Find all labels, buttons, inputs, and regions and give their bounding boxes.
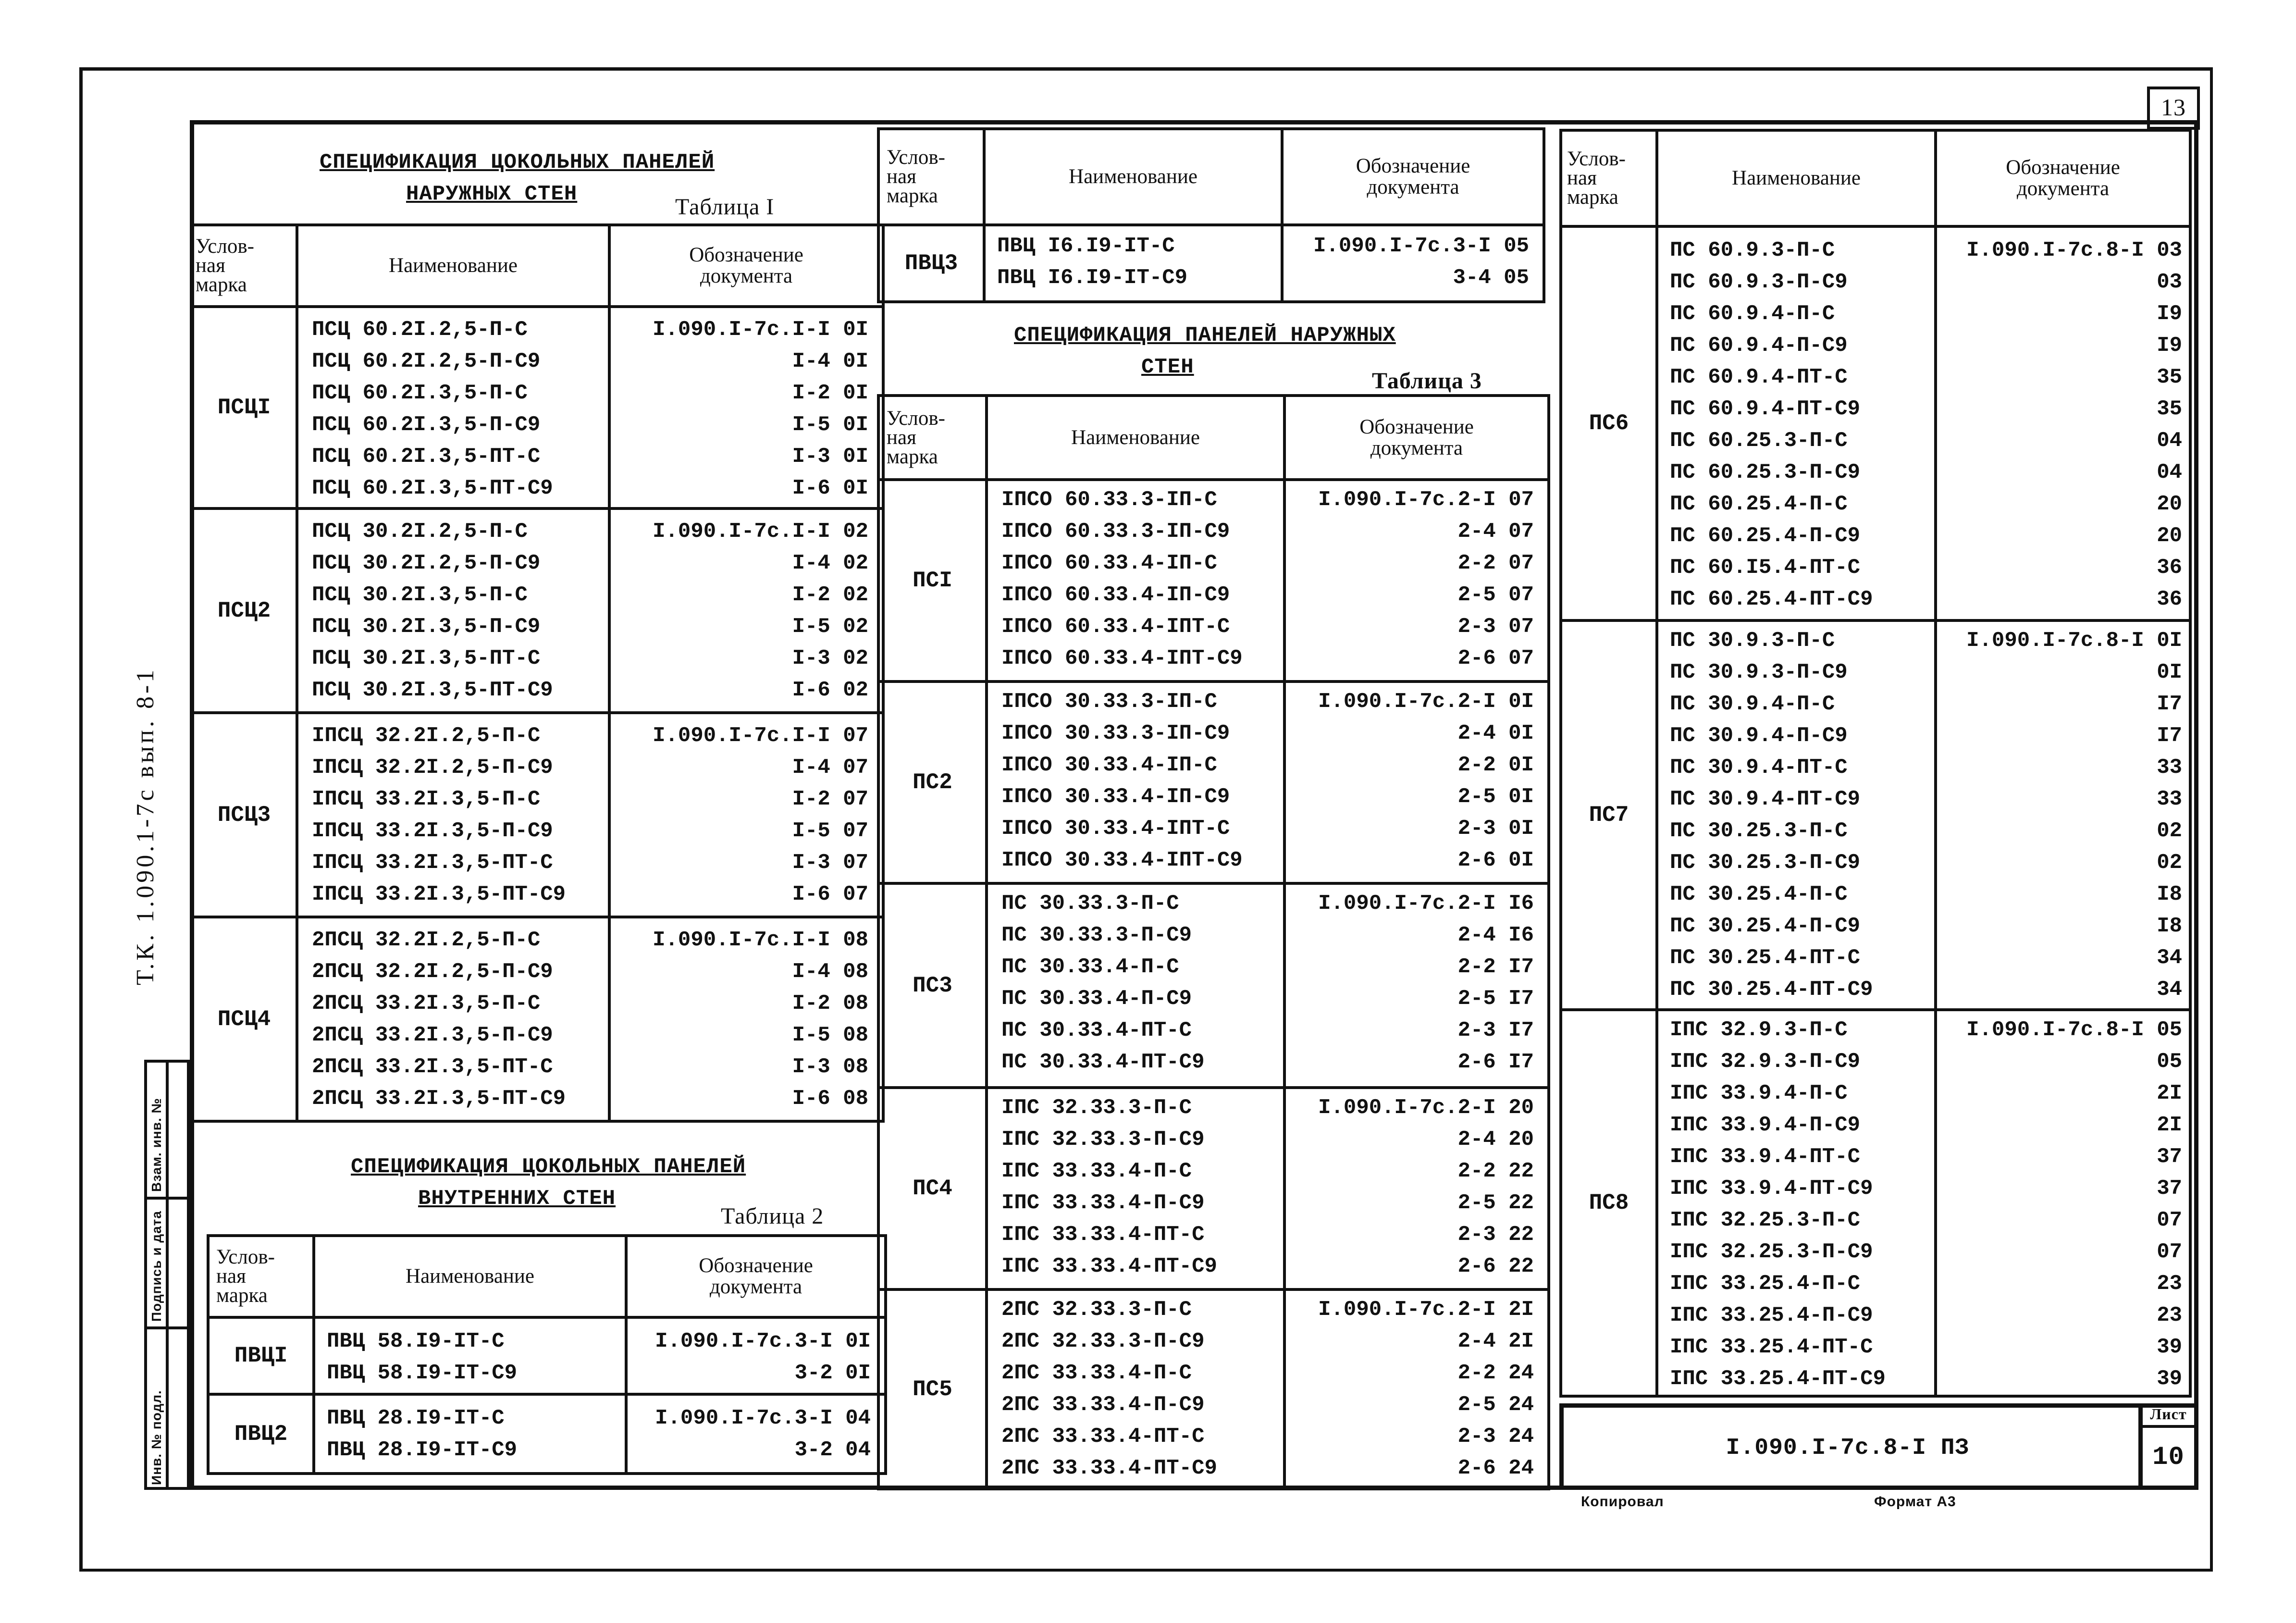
t3-g8-docs bbox=[1936, 1010, 2190, 1396]
t3-g4-doc-3: 2-5 22 bbox=[1457, 1191, 1534, 1215]
t3-g2-doc-5: 2-6 0I bbox=[1457, 848, 1534, 872]
table1 bbox=[190, 223, 885, 1123]
t1-g4-name-4: 2ПСЦ 33.2I.3,5-ПТ-С bbox=[312, 1055, 553, 1079]
t3-g8-name-1: IПС 32.9.3-П-С9 bbox=[1670, 1050, 1861, 1074]
t1-header-doc-text: Обозначение документа bbox=[689, 244, 803, 287]
t3-g8-doc-1: 05 bbox=[2157, 1050, 2182, 1074]
table2-title-line1: СПЕЦИФИКАЦИЯ ЦОКОЛЬНЫХ ПАНЕЛЕЙ bbox=[351, 1155, 746, 1179]
t3-g7-name-9: ПС 30.25.4-П-С9 bbox=[1670, 914, 1861, 938]
t3-g5-doc-3: 2-5 24 bbox=[1457, 1393, 1534, 1417]
t1-g3-doc-5: I-6 07 bbox=[792, 882, 868, 906]
t3c-header-doc bbox=[1936, 130, 2190, 226]
t3-g7-name-0: ПС 30.9.3-П-С bbox=[1670, 629, 1835, 653]
title-block-designation: I.090.I-7c.8-I ПЗ bbox=[1726, 1435, 1970, 1461]
t3-g7-name-5: ПС 30.9.4-ПТ-С9 bbox=[1670, 787, 1861, 811]
t3-g2-doc-3: 2-5 0I bbox=[1457, 785, 1534, 809]
stamp-label-1-wrap bbox=[148, 1331, 167, 1485]
t3-g8-name-11: IПС 33.25.4-ПТ-С9 bbox=[1670, 1367, 1886, 1391]
t1-header-mark-text: Услов-ная марка bbox=[196, 235, 254, 296]
t1-g1-doc-0: I.090.I-7c.I-I 0I bbox=[653, 318, 868, 342]
t2-g2-doc-1: 3-2 04 bbox=[794, 1438, 871, 1462]
t3-g6-name-10: ПС 60.I5.4-ПТ-С bbox=[1670, 556, 1861, 580]
t3-g7-mark: ПС7 bbox=[1561, 620, 1657, 1010]
t3-g6-mark: ПС6 bbox=[1561, 226, 1657, 620]
t1-g2-name-3: ПСЦ 30.2I.3,5-П-С9 bbox=[312, 615, 541, 639]
t1-g2-docs bbox=[609, 508, 883, 713]
t3-g7-name-11: ПС 30.25.4-ПТ-С9 bbox=[1670, 978, 1873, 1002]
t3-g1-name-2: IПСО 60.33.4-IП-С bbox=[1001, 551, 1217, 575]
t3-g1-doc-1: 2-4 07 bbox=[1457, 520, 1534, 544]
t3-g6-docs bbox=[1936, 226, 2190, 620]
t3-g2-name-2: IПСО 30.33.4-IП-С bbox=[1001, 753, 1217, 777]
t1-g2-name-2: ПСЦ 30.2I.3,5-П-С bbox=[312, 583, 528, 607]
t3-g8-mark: ПС8 bbox=[1561, 1010, 1657, 1396]
t3-g3-doc-5: 2-6 I7 bbox=[1457, 1050, 1534, 1074]
t1-g4-doc-4: I-3 08 bbox=[792, 1055, 868, 1079]
t2-g3-name-0: ПВЦ I6.I9-IТ-С bbox=[997, 234, 1175, 258]
t3-header-doc-text: Обозначение документа bbox=[1359, 415, 1474, 459]
t3-g2-docs bbox=[1284, 681, 1549, 883]
t3-g1-doc-5: 2-6 07 bbox=[1457, 646, 1534, 670]
t3-g7-name-2: ПС 30.9.4-П-С bbox=[1670, 692, 1835, 716]
t1-g1-name-4: ПСЦ 60.2I.3,5-ПТ-С bbox=[312, 445, 541, 469]
t3-g1-doc-4: 2-3 07 bbox=[1457, 615, 1534, 639]
t3-g6-doc-9: 20 bbox=[2157, 524, 2182, 548]
t3-g3-name-2: ПС 30.33.4-П-С bbox=[1001, 955, 1179, 979]
t3-g8-doc-10: 39 bbox=[2157, 1335, 2182, 1359]
t3-g8-name-8: IПС 33.25.4-П-С bbox=[1670, 1272, 1861, 1296]
t1-g1-name-1: ПСЦ 60.2I.2,5-П-С9 bbox=[312, 349, 541, 373]
t3-g6-name-2: ПС 60.9.4-П-С bbox=[1670, 302, 1835, 326]
stamp-label-1: Инв. № подл. bbox=[149, 1390, 164, 1485]
t3-g4-docs bbox=[1284, 1088, 1549, 1289]
t3-g1-names bbox=[987, 480, 1284, 681]
sheet-label: Лист bbox=[2150, 1405, 2187, 1423]
t3-g1-doc-2: 2-2 07 bbox=[1457, 551, 1534, 575]
t3-g4-name-5: IПС 33.33.4-ПТ-С9 bbox=[1001, 1254, 1217, 1278]
t3-g5-name-4: 2ПС 33.33.4-ПТ-С bbox=[1001, 1425, 1205, 1449]
t2-g1-name-1: ПВЦ 58.I9-IТ-С9 bbox=[327, 1361, 518, 1385]
t3-g8-doc-0: I.090.I-7c.8-I 05 bbox=[1966, 1018, 2182, 1042]
t1-g3-doc-3: I-5 07 bbox=[792, 819, 868, 843]
t3-g1-name-1: IПСО 60.33.3-IП-С9 bbox=[1001, 520, 1230, 544]
t3-header-name: Наименование bbox=[987, 396, 1284, 480]
stamp-strip-div1 bbox=[144, 1197, 190, 1200]
side-title-text: Т.К. 1.090.1-7с вып. 8-1 bbox=[132, 667, 159, 985]
t2-g1-names bbox=[314, 1317, 626, 1394]
t1-g2-mark: ПСЦ2 bbox=[191, 508, 297, 713]
t2c-header-name: Наименование bbox=[984, 129, 1282, 225]
t3-g1-name-4: IПСО 60.33.4-IПТ-С bbox=[1001, 615, 1230, 639]
t3-g3-name-3: ПС 30.33.4-П-С9 bbox=[1001, 987, 1192, 1011]
t3-g8-doc-2: 2I bbox=[2157, 1081, 2182, 1105]
t3-g2-name-3: IПСО 30.33.4-IП-С9 bbox=[1001, 785, 1230, 809]
t3-g6-doc-1: 03 bbox=[2157, 270, 2182, 294]
t3-g7-name-7: ПС 30.25.3-П-С9 bbox=[1670, 851, 1861, 875]
t1-g2-doc-1: I-4 02 bbox=[792, 551, 868, 575]
table2-continued bbox=[877, 127, 1545, 303]
t3-g2-doc-4: 2-3 0I bbox=[1457, 817, 1534, 841]
t2-g2-name-1: ПВЦ 28.I9-IТ-С9 bbox=[327, 1438, 518, 1462]
t3c-header-name: Наименование bbox=[1657, 130, 1936, 226]
t1-g1-name-0: ПСЦ 60.2I.2,5-П-С bbox=[312, 318, 528, 342]
t3-g3-docs bbox=[1284, 883, 1549, 1088]
t3-g7-doc-3: I7 bbox=[2157, 724, 2182, 748]
t3-g7-doc-9: I8 bbox=[2157, 914, 2182, 938]
t1-g3-name-5: IПСЦ 33.2I.3,5-ПТ-С9 bbox=[312, 882, 566, 906]
t3-g1-name-3: IПСО 60.33.4-IП-С9 bbox=[1001, 583, 1230, 607]
t3-g6-doc-3: I9 bbox=[2157, 334, 2182, 358]
t3-g6-doc-11: 36 bbox=[2157, 587, 2182, 611]
t1-g2-name-1: ПСЦ 30.2I.2,5-П-С9 bbox=[312, 551, 541, 575]
t3-g6-name-9: ПС 60.25.4-П-С9 bbox=[1670, 524, 1861, 548]
t3-g3-doc-2: 2-2 I7 bbox=[1457, 955, 1534, 979]
t1-g1-names bbox=[297, 307, 609, 508]
t2-header-doc-text: Обозначение документа bbox=[699, 1254, 813, 1298]
t1-g3-docs bbox=[609, 713, 883, 917]
t3-g4-doc-0: I.090.I-7c.2-I 20 bbox=[1318, 1096, 1534, 1120]
t2-g1-docs bbox=[626, 1317, 886, 1394]
t3-g6-name-11: ПС 60.25.4-ПТ-С9 bbox=[1670, 587, 1873, 611]
t3-g2-names bbox=[987, 681, 1284, 883]
t2-header-mark bbox=[208, 1236, 314, 1317]
t3-g7-name-3: ПС 30.9.4-П-С9 bbox=[1670, 724, 1848, 748]
t3-g2-mark: ПС2 bbox=[878, 681, 987, 883]
t3-g4-doc-5: 2-6 22 bbox=[1457, 1254, 1534, 1278]
copied-label: Копировал bbox=[1581, 1494, 1664, 1510]
table2 bbox=[207, 1234, 887, 1475]
t2-g3-doc-0: I.090.I-7c.3-I 05 bbox=[1313, 234, 1529, 258]
t3-header-mark bbox=[878, 396, 987, 480]
stamp-label-3: Взам. инв. № bbox=[149, 1098, 164, 1192]
t3-g2-doc-0: I.090.I-7c.2-I 0I bbox=[1318, 690, 1534, 714]
t3-g6-doc-5: 35 bbox=[2157, 397, 2182, 421]
t3-header-mark-text: Услов-ная марка bbox=[887, 407, 945, 468]
t3-g7-doc-0: I.090.I-7c.8-I 0I bbox=[1966, 629, 2182, 653]
t3-g5-doc-2: 2-2 24 bbox=[1457, 1361, 1534, 1385]
t2c-header-doc bbox=[1282, 129, 1544, 225]
t3-g3-doc-1: 2-4 I6 bbox=[1457, 923, 1534, 947]
t3-g1-doc-3: 2-5 07 bbox=[1457, 583, 1534, 607]
t1-g3-name-1: IПСЦ 32.2I.2,5-П-С9 bbox=[312, 756, 553, 780]
t3-g7-name-1: ПС 30.9.3-П-С9 bbox=[1670, 660, 1848, 684]
t3-g3-doc-3: 2-5 I7 bbox=[1457, 987, 1534, 1011]
t3-g8-doc-4: 37 bbox=[2157, 1145, 2182, 1169]
t3-g7-doc-6: 02 bbox=[2157, 819, 2182, 843]
t1-g1-doc-3: I-5 0I bbox=[792, 413, 868, 437]
t3-g6-doc-10: 36 bbox=[2157, 556, 2182, 580]
t3-g4-name-1: IПС 32.33.3-П-С9 bbox=[1001, 1127, 1205, 1152]
table2-title-line2: ВНУТРЕННИХ СТЕН bbox=[418, 1187, 616, 1211]
sheet-number: 10 bbox=[2152, 1443, 2185, 1472]
t2-g2-names bbox=[314, 1394, 626, 1474]
t3-g3-name-0: ПС 30.33.3-П-С bbox=[1001, 892, 1179, 916]
t3c-header-mark bbox=[1561, 130, 1657, 226]
t3-g8-doc-9: 23 bbox=[2157, 1303, 2182, 1327]
t3-g8-doc-7: 07 bbox=[2157, 1240, 2182, 1264]
t2-header-mark-text: Услов-ная марка bbox=[216, 1246, 275, 1307]
t1-g4-name-0: 2ПСЦ 32.2I.2,5-П-С bbox=[312, 928, 541, 952]
t1-header-doc bbox=[609, 225, 883, 307]
t3-g4-mark: ПС4 bbox=[878, 1088, 987, 1289]
t3-g4-name-0: IПС 32.33.3-П-С bbox=[1001, 1096, 1192, 1120]
t1-g4-doc-2: I-2 08 bbox=[792, 991, 868, 1016]
t1-g2-doc-0: I.090.I-7c.I-I 02 bbox=[653, 520, 868, 544]
table3-continued bbox=[1559, 129, 2192, 1398]
t1-g3-doc-2: I-2 07 bbox=[792, 787, 868, 811]
t1-g3-names bbox=[297, 713, 609, 917]
t3-g5-doc-1: 2-4 2I bbox=[1457, 1329, 1534, 1353]
t3c-header-mark-text: Услов-ная марка bbox=[1567, 148, 1626, 209]
t1-g1-name-2: ПСЦ 60.2I.3,5-П-С bbox=[312, 381, 528, 405]
t1-g2-names bbox=[297, 508, 609, 713]
t3-g2-name-0: IПСО 30.33.3-IП-С bbox=[1001, 690, 1217, 714]
t1-g2-doc-4: I-3 02 bbox=[792, 646, 868, 670]
t3-g7-names bbox=[1657, 620, 1936, 1010]
t1-g3-doc-1: I-4 07 bbox=[792, 756, 868, 780]
t1-g2-doc-2: I-2 02 bbox=[792, 583, 868, 607]
t3-g6-names bbox=[1657, 226, 1936, 620]
stamp-strip-div2 bbox=[144, 1326, 190, 1329]
t2-header-name: Наименование bbox=[314, 1236, 626, 1317]
table2-label: Таблица 2 bbox=[721, 1203, 824, 1229]
t3-g8-names bbox=[1657, 1010, 1936, 1396]
t3-g5-name-1: 2ПС 32.33.3-П-С9 bbox=[1001, 1329, 1205, 1353]
t1-g4-name-2: 2ПСЦ 33.2I.3,5-П-С bbox=[312, 991, 541, 1016]
t2c-header-mark-text: Услов-ная марка bbox=[887, 146, 945, 207]
t1-g4-doc-1: I-4 08 bbox=[792, 960, 868, 984]
t2c-header-mark bbox=[878, 129, 984, 225]
t3-g8-name-4: IПС 33.9.4-ПТ-С bbox=[1670, 1145, 1861, 1169]
t3-g8-name-7: IПС 32.25.3-П-С9 bbox=[1670, 1240, 1873, 1264]
t3-g6-doc-4: 35 bbox=[2157, 365, 2182, 389]
t2-g1-doc-1: 3-2 0I bbox=[794, 1361, 871, 1385]
t2-g3-mark: ПВЦ3 bbox=[878, 225, 984, 302]
t1-g2-name-4: ПСЦ 30.2I.3,5-ПТ-С bbox=[312, 646, 541, 670]
t3-g1-mark: ПСI bbox=[878, 480, 987, 681]
t3-g6-doc-7: 04 bbox=[2157, 460, 2182, 484]
t3-g6-name-7: ПС 60.25.3-П-С9 bbox=[1670, 460, 1861, 484]
t3-g3-doc-4: 2-3 I7 bbox=[1457, 1018, 1534, 1042]
t3-g8-name-2: IПС 33.9.4-П-С bbox=[1670, 1081, 1848, 1105]
t2-g1-mark: ПВЦI bbox=[208, 1317, 314, 1394]
t1-g3-mark: ПСЦ3 bbox=[191, 713, 297, 917]
t3-g8-name-5: IПС 33.9.4-ПТ-С9 bbox=[1670, 1177, 1873, 1201]
t1-g3-name-4: IПСЦ 33.2I.3,5-ПТ-С bbox=[312, 851, 553, 875]
t1-g4-mark: ПСЦ4 bbox=[191, 917, 297, 1121]
t1-g1-name-3: ПСЦ 60.2I.3,5-П-С9 bbox=[312, 413, 541, 437]
t1-g3-doc-0: I.090.I-7c.I-I 07 bbox=[653, 724, 868, 748]
t3-g1-docs bbox=[1284, 480, 1549, 681]
t3-g6-name-4: ПС 60.9.4-ПТ-С bbox=[1670, 365, 1848, 389]
t2-g2-name-0: ПВЦ 28.I9-IТ-С bbox=[327, 1406, 505, 1430]
t3-g1-name-0: IПСО 60.33.3-IП-С bbox=[1001, 488, 1217, 512]
table1-title-line1: СПЕЦИФИКАЦИЯ ЦОКОЛЬНЫХ ПАНЕЛЕЙ bbox=[320, 150, 715, 174]
t3-g6-name-5: ПС 60.9.4-ПТ-С9 bbox=[1670, 397, 1861, 421]
t3-g8-name-0: IПС 32.9.3-П-С bbox=[1670, 1018, 1848, 1042]
t3-g2-name-5: IПСО 30.33.4-IПТ-С9 bbox=[1001, 848, 1243, 872]
t3-g7-name-10: ПС 30.25.4-ПТ-С bbox=[1670, 946, 1861, 970]
t3-g7-name-8: ПС 30.25.4-П-С bbox=[1670, 882, 1848, 906]
t3-g6-doc-0: I.090.I-7c.8-I 03 bbox=[1966, 238, 2182, 262]
t2-g2-mark: ПВЦ2 bbox=[208, 1394, 314, 1474]
table3-title-line2: СТЕН bbox=[1141, 355, 1194, 379]
t3-g6-name-1: ПС 60.9.3-П-С9 bbox=[1670, 270, 1848, 294]
t1-g4-name-3: 2ПСЦ 33.2I.3,5-П-С9 bbox=[312, 1023, 553, 1047]
t3-g5-name-0: 2ПС 32.33.3-П-С bbox=[1001, 1298, 1192, 1322]
side-title bbox=[130, 601, 163, 985]
format-label: Формат А3 bbox=[1874, 1494, 1956, 1510]
t3-header-doc bbox=[1284, 396, 1549, 480]
t2-header-doc bbox=[626, 1236, 886, 1317]
t3-g4-name-2: IПС 33.33.4-П-С bbox=[1001, 1159, 1192, 1183]
t3-g8-doc-3: 2I bbox=[2157, 1113, 2182, 1137]
t1-g4-doc-5: I-6 08 bbox=[792, 1087, 868, 1111]
t1-g4-docs bbox=[609, 917, 883, 1121]
t2-g1-doc-0: I.090.I-7c.3-I 0I bbox=[655, 1329, 871, 1353]
t3-g7-doc-2: I7 bbox=[2157, 692, 2182, 716]
t1-g1-mark: ПСЦI bbox=[191, 307, 297, 508]
t3-g2-name-1: IПСО 30.33.3-IП-С9 bbox=[1001, 721, 1230, 745]
t1-g2-name-0: ПСЦ 30.2I.2,5-П-С bbox=[312, 520, 528, 544]
table1-title-line2: НАРУЖНЫХ СТЕН bbox=[406, 182, 578, 206]
t1-g1-docs bbox=[609, 307, 883, 508]
t3-g5-mark: ПС5 bbox=[878, 1289, 987, 1489]
stamp-label-2-wrap bbox=[148, 1202, 167, 1322]
t3-g3-name-1: ПС 30.33.3-П-С9 bbox=[1001, 923, 1192, 947]
t3-g6-doc-8: 20 bbox=[2157, 492, 2182, 516]
t3-g7-doc-7: 02 bbox=[2157, 851, 2182, 875]
t3-g4-name-3: IПС 33.33.4-П-С9 bbox=[1001, 1191, 1205, 1215]
t3-g4-name-4: IПС 33.33.4-ПТ-С bbox=[1001, 1223, 1205, 1247]
t3-g8-name-9: IПС 33.25.4-П-С9 bbox=[1670, 1303, 1873, 1327]
t3-g8-doc-5: 37 bbox=[2157, 1177, 2182, 1201]
t3-g3-doc-0: I.090.I-7c.2-I I6 bbox=[1318, 892, 1534, 916]
t1-header-name: Наименование bbox=[297, 225, 609, 307]
t3-g5-doc-5: 2-6 24 bbox=[1457, 1456, 1534, 1480]
t3-g6-doc-2: I9 bbox=[2157, 302, 2182, 326]
t3-g5-name-5: 2ПС 33.33.4-ПТ-С9 bbox=[1001, 1456, 1217, 1480]
t3-g5-name-3: 2ПС 33.33.4-П-С9 bbox=[1001, 1393, 1205, 1417]
t3-g6-name-8: ПС 60.25.4-П-С bbox=[1670, 492, 1848, 516]
t2-g2-docs bbox=[626, 1394, 886, 1474]
t3-g8-name-6: IПС 32.25.3-П-С bbox=[1670, 1208, 1861, 1232]
t1-g4-doc-0: I.090.I-7c.I-I 08 bbox=[653, 928, 868, 952]
t1-g1-doc-5: I-6 0I bbox=[792, 476, 868, 500]
t1-g3-name-2: IПСЦ 33.2I.3,5-П-С bbox=[312, 787, 541, 811]
t3-g1-doc-0: I.090.I-7c.2-I 07 bbox=[1318, 488, 1534, 512]
t2-g3-docs bbox=[1282, 225, 1544, 302]
t3-g5-doc-4: 2-3 24 bbox=[1457, 1425, 1534, 1449]
t3-g6-name-0: ПС 60.9.3-П-С bbox=[1670, 238, 1835, 262]
t3-g8-doc-11: 39 bbox=[2157, 1367, 2182, 1391]
t3-g8-doc-6: 07 bbox=[2157, 1208, 2182, 1232]
t2-g3-names bbox=[984, 225, 1282, 302]
t3-g7-name-6: ПС 30.25.3-П-С bbox=[1670, 819, 1848, 843]
t3-g1-name-5: IПСО 60.33.4-IПТ-С9 bbox=[1001, 646, 1243, 670]
t3-g4-doc-4: 2-3 22 bbox=[1457, 1223, 1534, 1247]
sheet-label-divider bbox=[2138, 1425, 2198, 1428]
t3-g7-name-4: ПС 30.9.4-ПТ-С bbox=[1670, 756, 1848, 780]
stamp-label-2: Подпись и дата bbox=[149, 1211, 164, 1322]
t3-g2-doc-1: 2-4 0I bbox=[1457, 721, 1534, 745]
t3-g7-docs bbox=[1936, 620, 2190, 1010]
t1-g2-name-5: ПСЦ 30.2I.3,5-ПТ-С9 bbox=[312, 678, 553, 702]
t1-g4-name-1: 2ПСЦ 32.2I.2,5-П-С9 bbox=[312, 960, 553, 984]
t3-g3-mark: ПС3 bbox=[878, 883, 987, 1088]
table3-title-line1: СПЕЦИФИКАЦИЯ ПАНЕЛЕЙ НАРУЖНЫХ bbox=[1014, 323, 1396, 347]
t2-g3-name-1: ПВЦ I6.I9-IТ-С9 bbox=[997, 266, 1188, 290]
t1-g2-doc-3: I-5 02 bbox=[792, 615, 868, 639]
t1-g4-names bbox=[297, 917, 609, 1121]
t3-g5-names bbox=[987, 1289, 1284, 1489]
table3 bbox=[877, 394, 1550, 1490]
t2c-header-doc-text: Обозначение документа bbox=[1356, 155, 1470, 198]
t2-g3-doc-1: 3-4 05 bbox=[1453, 266, 1529, 290]
t3-g6-name-3: ПС 60.9.4-П-С9 bbox=[1670, 334, 1848, 358]
t1-g2-doc-5: I-6 02 bbox=[792, 678, 868, 702]
t3-g2-name-4: IПСО 30.33.4-IПТ-С bbox=[1001, 817, 1230, 841]
t3-g7-doc-4: 33 bbox=[2157, 756, 2182, 780]
t3-g7-doc-10: 34 bbox=[2157, 946, 2182, 970]
t1-g3-name-3: IПСЦ 33.2I.3,5-П-С9 bbox=[312, 819, 553, 843]
t3-g5-name-2: 2ПС 33.33.4-П-С bbox=[1001, 1361, 1192, 1385]
t1-g1-doc-4: I-3 0I bbox=[792, 445, 868, 469]
t1-g1-doc-1: I-4 0I bbox=[792, 349, 868, 373]
t1-g4-name-5: 2ПСЦ 33.2I.3,5-ПТ-С9 bbox=[312, 1087, 566, 1111]
t3-g2-doc-2: 2-2 0I bbox=[1457, 753, 1534, 777]
t3-g7-doc-5: 33 bbox=[2157, 787, 2182, 811]
t1-header-mark bbox=[191, 225, 297, 307]
t3-g5-doc-0: I.090.I-7c.2-I 2I bbox=[1318, 1298, 1534, 1322]
t1-g1-doc-2: I-2 0I bbox=[792, 381, 868, 405]
table3-label: Таблица 3 bbox=[1372, 368, 1482, 394]
t3-g8-name-3: IПС 33.9.4-П-С9 bbox=[1670, 1113, 1861, 1137]
t2-g1-name-0: ПВЦ 58.I9-IТ-С bbox=[327, 1329, 505, 1353]
t3-g8-name-10: IПС 33.25.4-ПТ-С bbox=[1670, 1335, 1873, 1359]
t3-g4-doc-1: 2-4 20 bbox=[1457, 1127, 1534, 1152]
t3-g7-doc-8: I8 bbox=[2157, 882, 2182, 906]
t3-g7-doc-11: 34 bbox=[2157, 978, 2182, 1002]
t3c-header-doc-text: Обозначение документа bbox=[2006, 156, 2120, 200]
t3-g4-doc-2: 2-2 22 bbox=[1457, 1159, 1534, 1183]
t2-g2-doc-0: I.090.I-7c.3-I 04 bbox=[655, 1406, 871, 1430]
t3-g5-docs bbox=[1284, 1289, 1549, 1489]
page-number-top: 13 bbox=[2161, 94, 2186, 121]
t3-g3-name-5: ПС 30.33.4-ПТ-С9 bbox=[1001, 1050, 1205, 1074]
t3-g6-doc-6: 04 bbox=[2157, 429, 2182, 453]
t3-g3-name-4: ПС 30.33.4-ПТ-С bbox=[1001, 1018, 1192, 1042]
t3-g4-names bbox=[987, 1088, 1284, 1289]
t3-g6-name-6: ПС 60.25.3-П-С bbox=[1670, 429, 1848, 453]
t1-g1-name-5: ПСЦ 60.2I.3,5-ПТ-С9 bbox=[312, 476, 553, 500]
table1-label: Таблица I bbox=[675, 194, 775, 220]
t3-g7-doc-1: 0I bbox=[2157, 660, 2182, 684]
t1-g4-doc-3: I-5 08 bbox=[792, 1023, 868, 1047]
t1-g3-doc-4: I-3 07 bbox=[792, 851, 868, 875]
stamp-label-3-wrap bbox=[148, 1062, 167, 1192]
t1-g3-name-0: IПСЦ 32.2I.2,5-П-С bbox=[312, 724, 541, 748]
t3-g8-doc-8: 23 bbox=[2157, 1272, 2182, 1296]
t3-g3-names bbox=[987, 883, 1284, 1088]
